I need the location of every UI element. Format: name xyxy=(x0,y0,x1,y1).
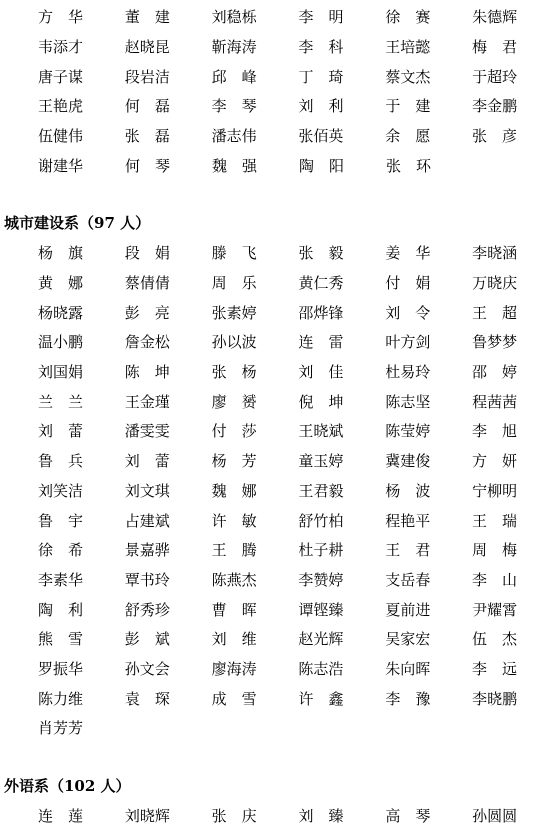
person-name: 王培懿 xyxy=(385,38,431,57)
person-name: 李远 xyxy=(471,659,532,678)
person-name: 李山 xyxy=(471,570,532,589)
person-name: 成雪 xyxy=(211,689,272,708)
person-name: 许鑫 xyxy=(298,689,359,708)
person-name: 刘文琪 xyxy=(124,481,170,500)
person-name: 廖海涛 xyxy=(211,659,257,678)
person-name: 陈力维 xyxy=(38,689,84,708)
person-name: 李素华 xyxy=(38,570,84,589)
person-name: 詹金松 xyxy=(124,333,170,352)
person-name: 宁柳明 xyxy=(472,481,518,500)
person-name: 杨波 xyxy=(385,481,446,500)
person-name: 张庆 xyxy=(211,807,272,826)
name-row xyxy=(38,536,532,566)
person-name: 彭斌 xyxy=(124,630,185,649)
person-name: 程茜茜 xyxy=(472,392,518,411)
person-name: 赵光辉 xyxy=(298,630,344,649)
person-name: 伍杰 xyxy=(471,630,532,649)
person-name: 刘稳栎 xyxy=(211,8,257,27)
person-name: 陶阳 xyxy=(299,156,360,175)
person-name: 付莎 xyxy=(211,422,272,441)
name-row xyxy=(38,506,532,536)
person-name: 李赞婷 xyxy=(298,570,344,589)
name-row xyxy=(38,387,524,417)
person-name: 温小鹏 xyxy=(38,333,84,352)
person-name: 王君毅 xyxy=(298,481,344,500)
person-name: 赵晓昆 xyxy=(124,38,170,57)
person-name: 潘雯雯 xyxy=(124,422,170,441)
person-name: 李金鹏 xyxy=(472,97,518,116)
person-name: 覃书玲 xyxy=(124,570,170,589)
person-name: 吴家宏 xyxy=(385,630,431,649)
name-row xyxy=(38,239,524,269)
name-row xyxy=(38,447,532,477)
person-name: 邱峰 xyxy=(211,67,272,86)
person-name: 张毅 xyxy=(298,244,359,263)
person-name: 舒秀珍 xyxy=(124,600,170,619)
person-name: 张佰英 xyxy=(298,127,344,146)
person-name: 王瑞 xyxy=(471,511,532,530)
person-name: 丁琦 xyxy=(298,67,359,86)
person-name: 张素婷 xyxy=(211,303,257,322)
person-name: 陈志坚 xyxy=(385,392,431,411)
person-name: 杨晓露 xyxy=(38,303,84,322)
person-name: 孙文会 xyxy=(124,659,170,678)
name-row xyxy=(38,33,532,63)
person-name: 于超玲 xyxy=(472,67,518,86)
person-name: 韦添才 xyxy=(38,38,84,57)
person-name: 刘令 xyxy=(385,303,446,322)
person-name: 连莲 xyxy=(38,807,99,826)
person-name: 蔡文杰 xyxy=(385,67,431,86)
person-name: 黄仁秀 xyxy=(298,274,344,293)
person-name: 熊雪 xyxy=(38,630,99,649)
name-row xyxy=(38,802,524,832)
person-name: 梅君 xyxy=(471,38,532,57)
person-name: 段娟 xyxy=(124,244,185,263)
person-name: 孙以波 xyxy=(211,333,257,352)
person-name: 李晓涵 xyxy=(472,244,518,263)
person-name: 王超 xyxy=(471,303,532,322)
person-name: 徐希 xyxy=(38,541,99,560)
person-name: 邵婷 xyxy=(471,363,532,382)
person-name: 黄娜 xyxy=(38,274,99,293)
person-name: 李科 xyxy=(298,38,359,57)
person-name: 滕飞 xyxy=(211,244,272,263)
person-name: 杨旗 xyxy=(38,244,99,263)
person-name: 方华 xyxy=(38,8,99,27)
person-name: 李晓鹏 xyxy=(472,689,518,708)
person-name: 罗振华 xyxy=(38,659,84,678)
person-name: 鲁兵 xyxy=(38,452,99,471)
person-name: 刘笑洁 xyxy=(38,481,84,500)
name-grid-urban-construction xyxy=(38,239,532,744)
person-name: 张环 xyxy=(386,156,447,175)
person-name: 孙圆圆 xyxy=(472,807,518,826)
person-name: 付娟 xyxy=(385,274,446,293)
person-name: 张彦 xyxy=(471,127,532,146)
person-name: 朱德辉 xyxy=(472,8,518,27)
person-name: 陈燕杰 xyxy=(211,570,257,589)
person-name: 刘佳 xyxy=(298,363,359,382)
name-row xyxy=(38,328,524,358)
person-name: 魏强 xyxy=(212,156,273,175)
name-row xyxy=(38,3,524,33)
person-name: 鲁梦梦 xyxy=(472,333,518,352)
person-name: 何磊 xyxy=(124,97,185,116)
person-name: 陈志浩 xyxy=(298,659,344,678)
person-name: 王金瑾 xyxy=(124,392,170,411)
name-grid-foreign-languages xyxy=(38,802,524,832)
person-name: 周乐 xyxy=(211,274,272,293)
person-name: 王腾 xyxy=(211,541,272,560)
person-name: 陈坤 xyxy=(124,363,185,382)
person-name: 刘晓辉 xyxy=(124,807,170,826)
person-name: 童玉婷 xyxy=(298,452,344,471)
person-name: 刘维 xyxy=(211,630,272,649)
person-name: 董建 xyxy=(124,8,185,27)
person-name: 谭铿臻 xyxy=(298,600,344,619)
person-name: 朱向晖 xyxy=(385,659,431,678)
person-name: 占建斌 xyxy=(124,511,170,530)
person-name: 肖芳芳 xyxy=(38,719,84,738)
person-name: 舒竹柏 xyxy=(298,511,344,530)
section-heading-foreign-languages: 外语系（102 人） xyxy=(4,777,131,795)
person-name: 支岳春 xyxy=(385,570,431,589)
person-name: 王艳虎 xyxy=(38,97,84,116)
person-name: 王晓斌 xyxy=(298,422,344,441)
name-row xyxy=(38,417,532,447)
person-name: 万晓庆 xyxy=(472,274,518,293)
person-name: 尹耀霄 xyxy=(472,600,518,619)
person-name: 刘臻 xyxy=(298,807,359,826)
person-name: 叶方剑 xyxy=(385,333,431,352)
person-name: 陶利 xyxy=(38,600,99,619)
person-name: 靳海涛 xyxy=(211,38,257,57)
name-row xyxy=(38,62,524,92)
name-row xyxy=(38,122,532,152)
person-name: 刘蕾 xyxy=(38,422,99,441)
person-name: 刘利 xyxy=(298,97,359,116)
name-row xyxy=(38,595,524,625)
name-row xyxy=(38,298,532,328)
person-name: 伍健伟 xyxy=(38,127,84,146)
name-row xyxy=(38,684,524,714)
person-name: 倪坤 xyxy=(298,392,359,411)
person-name: 杜子耕 xyxy=(298,541,344,560)
person-name: 彭亮 xyxy=(124,303,185,322)
name-row xyxy=(38,358,532,388)
person-name: 李旭 xyxy=(471,422,532,441)
person-name: 徐赛 xyxy=(385,8,446,27)
person-name: 程艳平 xyxy=(385,511,431,530)
person-name: 姜华 xyxy=(385,244,446,263)
person-name: 邵烨锋 xyxy=(298,303,344,322)
person-name: 张杨 xyxy=(211,363,272,382)
person-name: 李明 xyxy=(298,8,359,27)
person-name: 袁琛 xyxy=(124,689,185,708)
person-name: 冀建俊 xyxy=(385,452,431,471)
person-name: 陈莹婷 xyxy=(385,422,431,441)
person-name: 蔡倩倩 xyxy=(124,274,170,293)
person-name: 李豫 xyxy=(385,689,446,708)
name-row xyxy=(38,714,524,744)
person-name: 王君 xyxy=(385,541,446,560)
name-row xyxy=(38,151,524,181)
section-heading-urban-construction: 城市建设系（97 人） xyxy=(4,214,151,232)
person-name: 鲁宇 xyxy=(38,511,99,530)
name-grid-continued xyxy=(38,3,532,181)
name-row xyxy=(38,655,532,685)
name-row xyxy=(38,477,524,507)
person-name: 曹晖 xyxy=(211,600,272,619)
person-name: 兰兰 xyxy=(38,392,99,411)
person-name: 周梅 xyxy=(471,541,532,560)
person-name: 景嘉骅 xyxy=(124,541,170,560)
person-name: 李琴 xyxy=(211,97,272,116)
person-name: 刘蕾 xyxy=(124,452,185,471)
person-name: 魏娜 xyxy=(211,481,272,500)
person-name: 段岩洁 xyxy=(124,67,170,86)
person-name: 杜易玲 xyxy=(385,363,431,382)
person-name: 张磊 xyxy=(124,127,185,146)
person-name: 夏前进 xyxy=(385,600,431,619)
name-row xyxy=(38,92,524,122)
person-name: 谢建华 xyxy=(38,156,84,175)
person-name: 刘国娟 xyxy=(38,363,84,382)
person-name: 连雷 xyxy=(298,333,359,352)
name-row xyxy=(38,625,532,655)
person-name: 潘志伟 xyxy=(211,127,257,146)
name-row xyxy=(38,269,524,299)
person-name: 廖赟 xyxy=(211,392,272,411)
person-name: 许敏 xyxy=(211,511,272,530)
person-name: 何琴 xyxy=(125,156,186,175)
person-name: 于建 xyxy=(385,97,446,116)
person-name: 余愿 xyxy=(385,127,446,146)
person-name: 方妍 xyxy=(471,452,532,471)
person-name: 唐子谋 xyxy=(38,67,84,86)
person-name: 杨芳 xyxy=(211,452,272,471)
name-row xyxy=(38,566,532,596)
person-name: 高琴 xyxy=(385,807,446,826)
